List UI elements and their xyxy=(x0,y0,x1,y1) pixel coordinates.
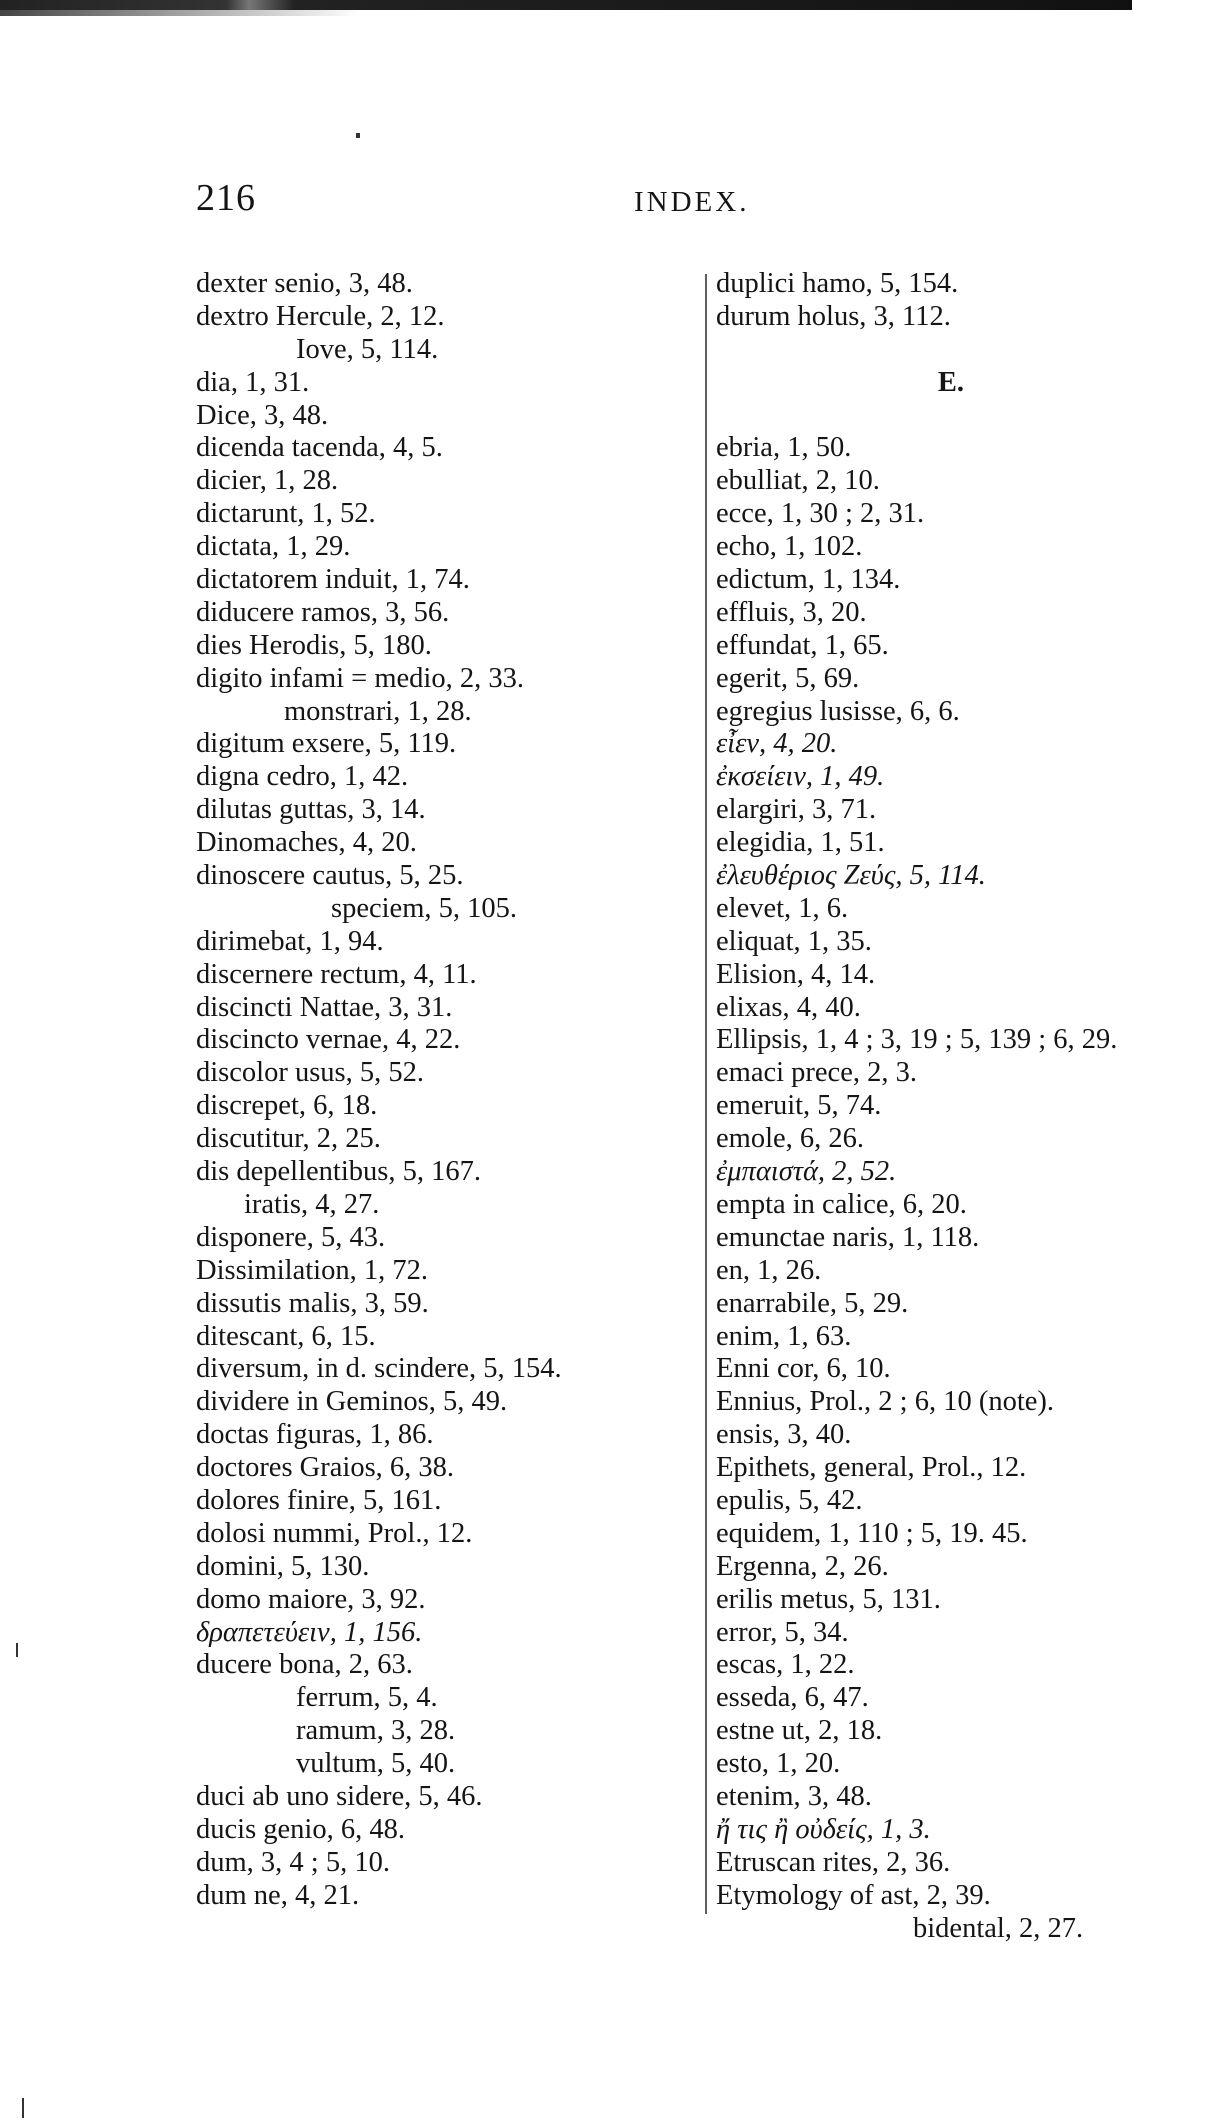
index-entry: Etruscan rites, 2, 36. xyxy=(716,1846,951,1878)
index-entry: dictatorem induit, 1, 74. xyxy=(196,564,470,596)
index-entry: domini, 5, 130. xyxy=(196,1550,370,1582)
column-divider xyxy=(705,274,707,1914)
index-column-right xyxy=(716,268,1196,1945)
index-entry: doctores Graios, 6, 38. xyxy=(196,1452,455,1484)
index-entry: Dinomaches, 4, 20. xyxy=(196,827,417,859)
index-entry: diversum, in d. scindere, 5, 154. xyxy=(196,1353,562,1385)
index-entry: esto, 1, 20. xyxy=(716,1748,841,1780)
index-entry: speciem, 5, 105. xyxy=(331,892,518,924)
index-entry: discolor usus, 5, 52. xyxy=(196,1057,424,1089)
index-entry: δραπετεύειν, 1, 156. xyxy=(196,1616,423,1648)
index-entry: equidem, 1, 110 ; 5, 19. 45. xyxy=(716,1517,1028,1549)
index-entry: dextro Hercule, 2, 12. xyxy=(196,300,445,332)
index-entry: ditescant, 6, 15. xyxy=(196,1320,376,1352)
index-entry: erilis metus, 5, 131. xyxy=(716,1583,941,1615)
index-entry: doctas figuras, 1, 86. xyxy=(196,1419,434,1451)
index-entry: durum holus, 3, 112. xyxy=(716,300,951,332)
index-entry: ἐκσείειν, 1, 49. xyxy=(716,761,885,793)
index-entry: dictata, 1, 29. xyxy=(196,531,351,563)
index-entry: dirimebat, 1, 94. xyxy=(196,925,384,957)
index-entry: emole, 6, 26. xyxy=(716,1123,865,1155)
index-entry: enarrabile, 5, 29. xyxy=(716,1287,909,1319)
index-entry: ferrum, 5, 4. xyxy=(296,1682,438,1714)
index-entry: edictum, 1, 134. xyxy=(716,564,901,596)
index-entry: ducis genio, 6, 48. xyxy=(196,1813,405,1845)
index-entry: dia, 1, 31. xyxy=(196,366,310,398)
index-entry: digna cedro, 1, 42. xyxy=(196,761,409,793)
scan-speck xyxy=(16,1643,18,1657)
index-entry: duci ab uno sidere, 5, 46. xyxy=(196,1780,483,1812)
index-entry: ensis, 3, 40. xyxy=(716,1419,852,1451)
index-entry: duplici hamo, 5, 154. xyxy=(716,268,959,299)
index-entry: egerit, 5, 69. xyxy=(716,662,860,694)
index-entry: emaci prece, 2, 3. xyxy=(716,1057,917,1089)
index-entry: εἶεν, 4, 20. xyxy=(716,728,838,760)
blank-line xyxy=(716,400,1196,433)
index-entry: effluis, 3, 20. xyxy=(716,596,867,628)
index-entry: dexter senio, 3, 48. xyxy=(196,268,413,299)
index-entry: elargiri, 3, 71. xyxy=(716,794,877,826)
index-entry: enim, 1, 63. xyxy=(716,1320,852,1352)
index-entry: empta in calice, 6, 20. xyxy=(716,1188,967,1220)
index-entry: discutitur, 2, 25. xyxy=(196,1123,381,1155)
index-entry: dum, 3, 4 ; 5, 10. xyxy=(196,1846,390,1878)
index-entry: domo maiore, 3, 92. xyxy=(196,1583,426,1615)
index-entry: monstrari, 1, 28. xyxy=(284,695,472,727)
index-entry: discincti Nattae, 3, 31. xyxy=(196,991,453,1023)
index-entry: epulis, 5, 42. xyxy=(716,1484,863,1516)
index-entry: ἐμπαιστά, 2, 52. xyxy=(716,1156,897,1188)
index-entry: en, 1, 26. xyxy=(716,1254,822,1286)
index-entry: Ergenna, 2, 26. xyxy=(716,1550,889,1582)
index-entry: echo, 1, 102. xyxy=(716,531,863,563)
index-entry: iratis, 4, 27. xyxy=(244,1188,380,1220)
index-entry: esseda, 6, 47. xyxy=(716,1682,869,1714)
index-entry: dilutas guttas, 3, 14. xyxy=(196,794,426,826)
index-entry: dicier, 1, 28. xyxy=(196,465,339,497)
index-entry: digitum exsere, 5, 119. xyxy=(196,728,457,760)
scan-edge-bar xyxy=(0,0,1132,10)
index-entry: ebulliat, 2, 10. xyxy=(716,465,880,497)
index-entry: Iove, 5, 114. xyxy=(296,333,439,365)
blank-line xyxy=(716,334,1196,367)
scan-speck xyxy=(22,2098,24,2118)
index-entry: dividere in Geminos, 5, 49. xyxy=(196,1386,508,1418)
index-entry: discernere rectum, 4, 11. xyxy=(196,958,477,990)
index-entry: Etymology of ast, 2, 39. xyxy=(716,1879,991,1911)
index-entry: ramum, 3, 28. xyxy=(296,1715,456,1747)
index-entry: eliquat, 1, 35. xyxy=(716,925,872,957)
index-entry: dissutis malis, 3, 59. xyxy=(196,1287,429,1319)
index-entry: etenim, 3, 48. xyxy=(716,1780,872,1812)
index-entry: ἐλευθέριος Ζεύς, 5, 114. xyxy=(716,860,986,892)
index-entry: Dissimilation, 1, 72. xyxy=(196,1254,428,1286)
index-entry: egregius lusisse, 6, 6. xyxy=(716,695,960,727)
index-entry: ecce, 1, 30 ; 2, 31. xyxy=(716,498,925,530)
index-entry: elixas, 4, 40. xyxy=(716,991,861,1023)
index-entry: dictarunt, 1, 52. xyxy=(196,498,376,530)
index-entry: Ennius, Prol., 2 ; 6, 10 (note). xyxy=(716,1386,1055,1418)
index-entry: effundat, 1, 65. xyxy=(716,629,889,661)
index-entry: bidental, 2, 27. xyxy=(913,1912,1084,1944)
index-entry: Dice, 3, 48. xyxy=(196,399,329,431)
index-entry: dis depellentibus, 5, 167. xyxy=(196,1156,481,1188)
running-head: INDEX. xyxy=(634,186,750,218)
index-entry: ducere bona, 2, 63. xyxy=(196,1649,413,1681)
index-entry: emunctae naris, 1, 118. xyxy=(716,1221,980,1253)
scan-speck xyxy=(356,133,360,138)
index-entry: dolosi nummi, Prol., 12. xyxy=(196,1517,473,1549)
index-entry: escas, 1, 22. xyxy=(716,1649,855,1681)
index-column-left xyxy=(196,268,666,1913)
index-entry: discrepet, 6, 18. xyxy=(196,1090,378,1122)
scan-edge-shadow xyxy=(0,10,360,16)
index-entry: dum ne, 4, 21. xyxy=(196,1879,360,1911)
index-entry: Elision, 4, 14. xyxy=(716,958,876,990)
index-entry: digito infami = medio, 2, 33. xyxy=(196,662,524,694)
index-entry: ἤ τις ἢ οὐδείς, 1, 3. xyxy=(716,1813,931,1845)
index-entry: dolores finire, 5, 161. xyxy=(196,1484,442,1516)
index-entry: estne ut, 2, 18. xyxy=(716,1715,883,1747)
index-entry: emeruit, 5, 74. xyxy=(716,1090,882,1122)
index-entry: vultum, 5, 40. xyxy=(296,1748,456,1780)
index-entry: dinoscere cautus, 5, 25. xyxy=(196,860,464,892)
index-entry: disponere, 5, 43. xyxy=(196,1221,386,1253)
section-letter-heading: E. xyxy=(937,366,965,398)
page-number: 216 xyxy=(196,177,256,219)
index-entry: Ellipsis, 1, 4 ; 3, 19 ; 5, 139 ; 6, 29. xyxy=(716,1024,1118,1056)
index-entry: discincto vernae, 4, 22. xyxy=(196,1024,461,1056)
index-entry: error, 5, 34. xyxy=(716,1616,849,1648)
index-entry: elegidia, 1, 51. xyxy=(716,827,885,859)
index-entry: elevet, 1, 6. xyxy=(716,892,849,924)
index-entry: ebria, 1, 50. xyxy=(716,432,852,464)
index-entry: Epithets, general, Prol., 12. xyxy=(716,1452,1027,1484)
index-entry: Enni cor, 6, 10. xyxy=(716,1353,891,1385)
index-entry: dies Herodis, 5, 180. xyxy=(196,629,432,661)
index-entry: diducere ramos, 3, 56. xyxy=(196,596,450,628)
index-entry: dicenda tacenda, 4, 5. xyxy=(196,432,443,464)
